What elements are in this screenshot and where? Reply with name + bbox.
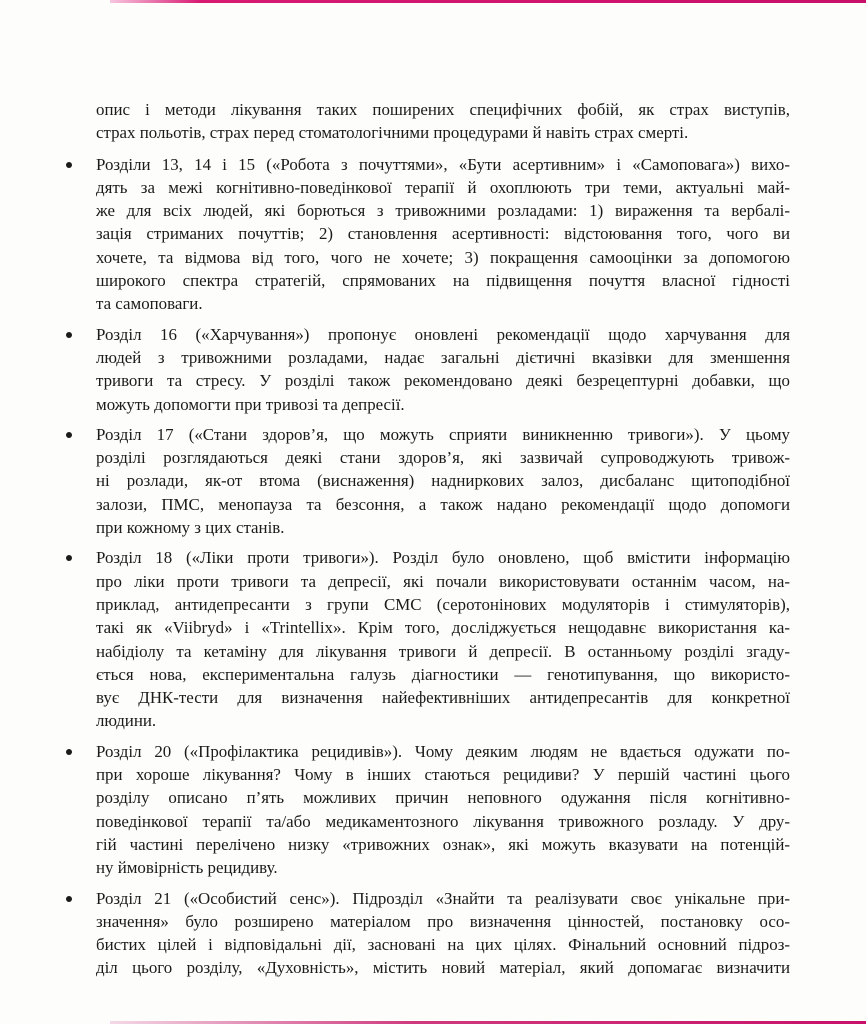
text-line: значення» було розширено матеріалом про визначення цінностей, постановку осо- [96,911,790,931]
bullet-icon [66,749,72,755]
text-line: можуть допомогти при тривозі та депресії. [96,394,405,414]
text-line: страх польотів, страх перед стоматологічними процедурами й навіть страх смерті. [96,123,689,143]
bullet-icon [66,432,72,438]
text-line: гій частині перелічено низку «тривожних ознак», які можуть вказувати на потенцій- [96,834,790,854]
text-line: та самоповаги. [96,294,203,314]
intro-paragraph [63,98,790,145]
bullet-item-chapter-20 [63,740,790,880]
text-line: Розділ 21 («Особистий сенс»). Підрозділ «Знайти та реалізувати своє унікальне при- [96,888,790,908]
bullet-icon [66,162,72,168]
text-line: залози, ПМС, менопауза та безсоння, а також надано рекомендації щодо допомоги [96,494,790,514]
text-line: ється нова, експериментальна галузь діагностики — генотипування, що використо- [96,664,790,684]
text-line: бистих цілей і відповідальні дії, засновані на цих цілях. Фінальний основний підроз- [96,935,790,955]
text-line: Розділ 20 («Профілактика рецидивів»). Чому деяким людям не вдається одужати по- [96,741,790,761]
text-line: Розділи 13, 14 і 15 («Робота з почуттями», «Бути асертивним» і «Самоповага») вихо- [96,154,790,174]
text-line: при хороше лікування? Чому в інших стаються рецидиви? У першій частині цього [96,765,790,785]
text-line: набідіолу та кетаміну для лікування тривоги й депресії. В останньому розділі згаду- [96,641,790,661]
text-line: дять за межі когнітивно-поведінкової терапії й охоплюють три теми, актуальні май- [96,177,790,197]
bullet-icon [66,555,72,561]
text-line: Розділ 18 («Ліки проти тривоги»). Розділ було оновлено, щоб вмістити інформацію [96,548,790,568]
bullet-item-chapter-21 [63,887,790,980]
top-accent-stripe [110,0,866,3]
text-line: при кожному з цих станів. [96,518,285,538]
text-line: Розділ 16 («Харчування») пропонує оновлені рекомендації щодо харчування для [96,324,790,344]
text-line: розділу описано п’ять можливих причин неповного одужання після когнітивно- [96,788,790,808]
bullet-item-chapter-16 [63,323,790,416]
text-line: ні розлади, як-от втома (виснаження) надниркових залоз, дисбаланс щитоподібної [96,471,790,491]
bullet-icon [66,332,72,338]
page-body [63,98,790,987]
text-line: вує ДНК-тести для визначення найефективніших антидепресантів для конкретної [96,688,790,708]
text-line: зація стриманих почуттів; 2) становлення асертивності: відстоювання того, чого ви [96,224,790,244]
text-line: Розділ 17 («Стани здоров’я, що можуть сприяти виникненню тривоги»). У цьому [96,424,790,444]
text-line: поведінкової терапії та/або медикаментозного лікування тривожного розладу. У дру- [96,811,790,831]
text-line: ну ймовірність рецидиву. [96,858,278,878]
text-line: хочете, та відмова від того, чого не хочете; 3) покращення самооцінки за допомогою [96,247,790,267]
text-line: же для всіх людей, які борються з тривожними розладами: 1) вираження та вербалі- [96,201,790,221]
text-line: широкого спектра стратегій, спрямованих на підвищення почуття власної гідності [96,271,790,291]
bullet-icon [66,896,72,902]
bullet-list [63,153,790,980]
bullet-item-chapters-13-15 [63,153,790,316]
text-line: діл цього розділу, «Духовність», містить новий матеріал, який допомагає визначити [96,958,790,978]
text-line: тривоги та стресу. У розділі також рекомендовано деякі безрецептурні добавки, що [96,371,790,391]
text-line: людей з тривожними розладами, надає загальні дієтичні вказівки для зменшення [96,347,790,367]
text-line: такі як «Viibryd» і «Trintellix». Крім того, досліджується нещодавнє використання ка- [96,618,790,638]
text-line: опис і методи лікування таких поширених специфічних фобій, як страх виступів, [96,100,790,119]
text-line: про ліки проти тривоги та депресії, які почали використовувати останнім часом, на- [96,571,790,591]
text-line: приклад, антидепресанти з групи СМС (серотонінових модуляторів і стимуляторів), [96,594,790,614]
text-line: людини. [96,711,157,731]
text-line: розділі розглядаються деякі стани здоров’я, які зазвичай супроводжують тривож- [96,448,790,468]
bullet-item-chapter-18 [63,546,790,732]
bullet-item-chapter-17 [63,423,790,539]
